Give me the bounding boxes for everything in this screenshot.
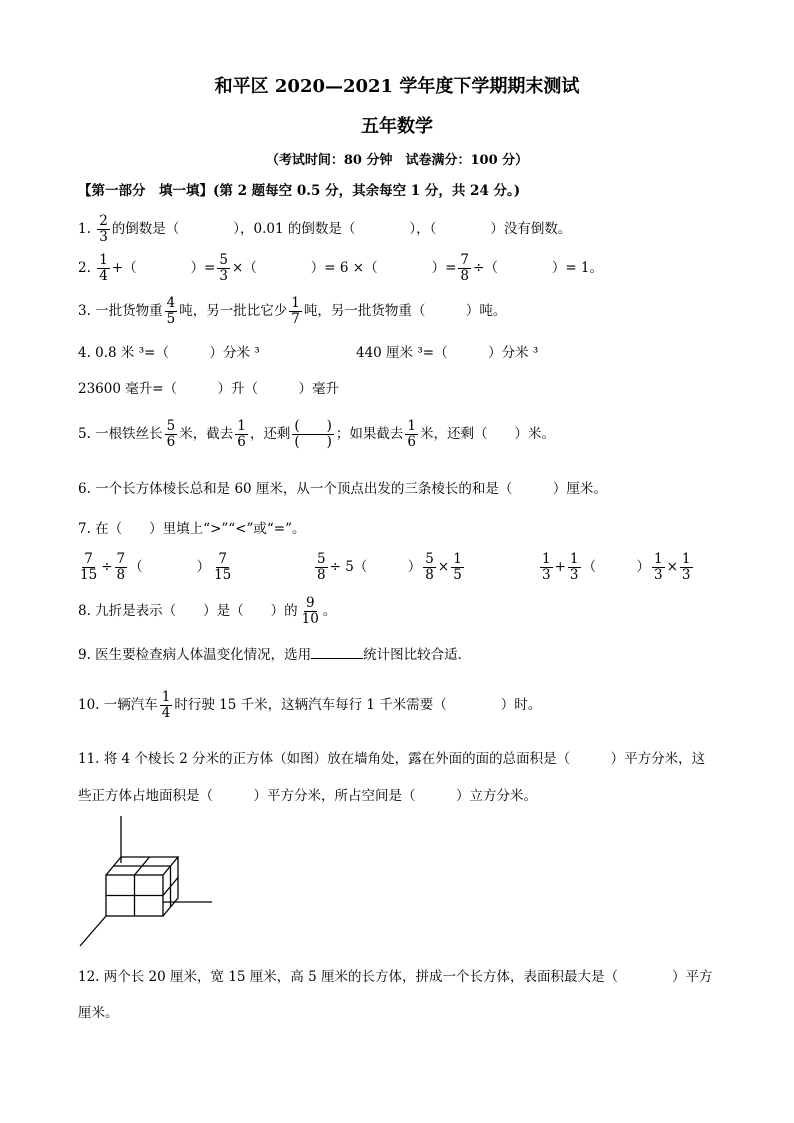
fraction-numerator: 5 (317, 551, 326, 567)
question-text: ×（ ）= 6 ×（ ）= (232, 260, 457, 276)
section-note: (第 2 题每空 0.5 分，其余每空 1 分，共 24 分。) (213, 183, 521, 199)
fraction-denominator: 8 (317, 567, 326, 583)
question-text: 时行驶 15 千米，这辆汽车每行 1 千米需要（ ）时。 (174, 697, 542, 713)
fraction (652, 552, 665, 583)
fraction-numerator: 1 (453, 551, 462, 567)
fraction-denominator: 8 (460, 268, 470, 284)
exam-info: （考试时间：80 分钟 试卷满分：100 分） (265, 153, 529, 168)
question-text: 吨，另一批货物重（ ）吨。 (303, 303, 507, 319)
fraction-denominator: 6 (407, 434, 416, 450)
question-text: 8. 九折是表示（ ）是（ ）的 (78, 603, 298, 619)
fraction-denominator: 3 (219, 268, 228, 284)
fraction (540, 552, 553, 583)
fraction-numerator: 1 (407, 418, 416, 434)
question-text: 5. 一根铁丝长 (78, 426, 163, 442)
question-4-line1a: 4. 0.8 米 ³=（ ）分米 ³ (78, 345, 260, 361)
fraction-denominator: 5 (166, 311, 176, 327)
fraction-numerator: 1 (99, 252, 108, 268)
question-text: 统计图比较合适． (363, 647, 472, 663)
answer-fraction (292, 419, 334, 450)
question-number: 2. (78, 260, 91, 276)
fraction-numerator: 2 (99, 213, 108, 229)
page-title: 和平区 2020—2021 学年度下学期期末测试 (214, 76, 580, 97)
question-text: ，还剩 (249, 426, 291, 442)
fraction-numerator: 4 (166, 295, 176, 311)
fraction-denominator: 7 (291, 311, 300, 327)
question-text: ÷（ ）= 1。 (473, 260, 604, 276)
fraction (115, 552, 128, 583)
question-text: +（ ）= (111, 260, 216, 276)
question-4-line1b: 440 厘米 ³=（ ）分米 ³ (356, 345, 539, 361)
compare-item-2 (313, 552, 466, 583)
question-text: 米，还剩（ ）米。 (420, 426, 555, 442)
fraction (235, 419, 248, 450)
fraction (405, 419, 418, 450)
compare-text: （ ） (582, 559, 650, 575)
fraction (315, 552, 328, 583)
question-1 (78, 214, 571, 245)
fraction-denominator: 3 (654, 567, 663, 583)
fraction-numerator: 1 (291, 295, 300, 311)
fraction-numerator: 1 (681, 551, 691, 567)
fraction (217, 253, 230, 284)
fraction-denominator: 8 (425, 567, 434, 583)
question-12-line2: 厘米。 (78, 1005, 119, 1021)
question-text: 。 (322, 603, 337, 619)
fraction (212, 552, 233, 583)
fraction-numerator: 1 (237, 418, 246, 434)
fraction (680, 552, 693, 583)
compare-text: ÷ 5 (329, 559, 354, 575)
fraction-denominator: 6 (166, 434, 176, 450)
fraction-numerator: 7 (116, 551, 126, 567)
fraction-numerator: 7 (460, 252, 470, 268)
fraction (300, 596, 321, 627)
fraction (289, 296, 302, 327)
question-5 (78, 419, 555, 450)
fraction (97, 253, 110, 284)
fraction-denominator: 3 (542, 567, 551, 583)
question-text: 的倒数是（ ），0.01 的倒数是（ ），（ ）没有倒数。 (111, 221, 572, 237)
compare-text: ÷ (101, 559, 113, 575)
fraction-numerator: 5 (166, 418, 176, 434)
fraction (568, 552, 581, 583)
compare-text: + (554, 559, 566, 575)
fraction-numerator: 9 (305, 595, 315, 611)
fraction (423, 552, 436, 583)
fraction-denominator: 8 (116, 567, 126, 583)
fraction-denominator: 15 (214, 567, 232, 583)
section-title: 【第一部分 填一填】 (78, 183, 213, 199)
question-11-line2: 些正方体占地面积是（ ）平方分米，所占空间是（ ）立方分米。 (78, 788, 537, 804)
fraction (165, 296, 178, 327)
question-7-intro: 7. 在（ ）里填上“>”“<”或“=”。 (78, 521, 306, 537)
fraction-denominator: 10 (301, 611, 319, 627)
question-text: 9. 医生要检查病人体温变化情况，选用 (78, 647, 312, 663)
fraction (78, 552, 99, 583)
fraction-denominator: 3 (99, 229, 108, 245)
question-text: 吨，另一批比它少 (179, 303, 288, 319)
fraction (160, 690, 173, 721)
fraction-denominator: 15 (80, 567, 98, 583)
answer-blank-line (311, 646, 363, 659)
question-number: 1. (78, 221, 91, 237)
fraction-denominator: ( ) (294, 434, 332, 450)
fraction-denominator: 3 (681, 567, 691, 583)
question-4-line2: 23600 毫升=（ ）升（ ）毫升 (78, 381, 340, 397)
question-text: 3. 一批货物重 (78, 303, 163, 319)
compare-text: （ ） (129, 559, 211, 575)
compare-item-1 (76, 552, 235, 583)
question-3 (78, 296, 506, 327)
fraction-numerator: 1 (542, 551, 551, 567)
fraction (458, 253, 471, 284)
wall-edge-diagonal (80, 916, 106, 946)
fraction-denominator: 3 (569, 567, 579, 583)
page-subtitle: 五年数学 (361, 116, 433, 137)
question-10 (78, 690, 541, 721)
question-2 (78, 253, 603, 284)
compare-text: × (437, 559, 450, 575)
fraction-denominator: 4 (99, 268, 108, 284)
fraction-numerator: ( ) (294, 418, 332, 434)
fraction-numerator: 1 (161, 689, 171, 705)
fraction-numerator: 5 (425, 551, 434, 567)
fraction-numerator: 7 (84, 551, 93, 567)
fraction-numerator: 1 (654, 551, 663, 567)
question-9 (78, 646, 471, 664)
question-text: 米，截去 (179, 426, 234, 442)
fraction-numerator: 7 (218, 551, 227, 567)
compare-text: × (666, 559, 678, 575)
fraction-numerator: 5 (219, 252, 228, 268)
question-11-line1: 11. 将 4 个棱长 2 分米的正方体（如图）放在墙角处，露在外面的面的总面积是（ ）平方分米，这 (78, 751, 706, 767)
fraction-denominator: 4 (161, 705, 171, 721)
fraction (97, 214, 110, 245)
section-heading (78, 182, 520, 200)
compare-item-3 (538, 552, 695, 583)
question-text: 10. 一辆汽车 (78, 697, 158, 713)
cube-corner-figure (70, 812, 230, 952)
compare-text: （ ） (353, 559, 422, 575)
fraction-numerator: 1 (569, 551, 579, 567)
question-12-line1: 12. 两个长 20 厘米，宽 15 厘米，高 5 厘米的长方体，拼成一个长方体，表面积最大是（ ）平方 (78, 969, 713, 985)
fraction (451, 552, 464, 583)
question-8 (78, 596, 336, 627)
fraction-denominator: 5 (453, 567, 462, 583)
question-text: ；如果截去 (335, 426, 404, 442)
fraction (165, 419, 178, 450)
fraction-denominator: 6 (237, 434, 246, 450)
question-6: 6. 一个长方体棱长总和是 60 厘米，从一个顶点出发的三条棱长的和是（ ）厘米。 (78, 481, 607, 497)
